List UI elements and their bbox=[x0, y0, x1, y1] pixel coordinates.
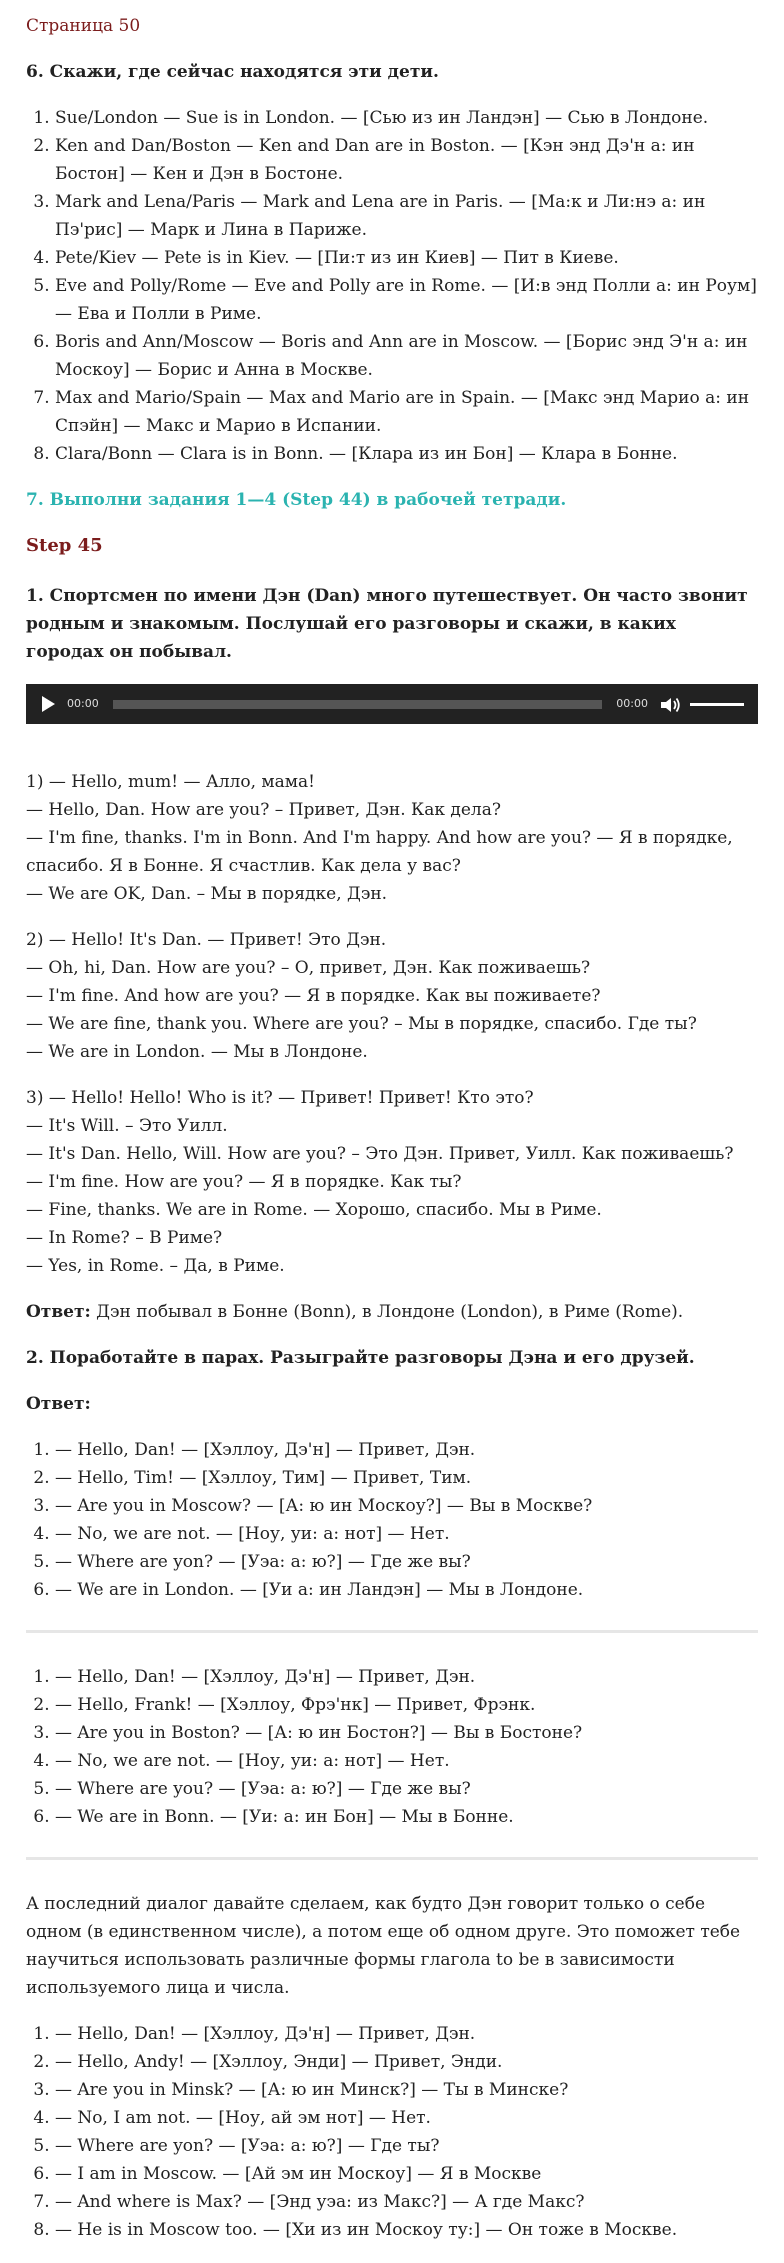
list-item: 6. Boris and Ann/Moscow — Boris and Ann are in Moscow. — [Борис энд Э'н а: ин Москоу] — Борис и Анна в Москве. bbox=[55, 328, 758, 384]
list-item: 5. — Where are yon? — [Уэа: а: ю?] — Где ты? bbox=[55, 2132, 758, 2160]
list-item: 3. — Are you in Minsk? — [А: ю ин Минск?] — Ты в Минске? bbox=[55, 2076, 758, 2104]
list-item: 5. — Where are you? — [Уэа: а: ю?] — Где же вы? bbox=[55, 1775, 758, 1803]
task6-list bbox=[26, 104, 758, 468]
list-item: 2. Ken and Dan/Boston — Ken and Dan are in Boston. — [Кэн энд Дэ'н а: ин Бостон] — Кен и Дэн в Бостоне. bbox=[55, 132, 758, 188]
task6-title: 6. Скажи, где сейчас находятся эти дети. bbox=[26, 62, 439, 82]
dialog-line: — It's Will. – Это Уилл. bbox=[26, 1116, 228, 1136]
list-item: 5. Eve and Polly/Rome — Eve and Polly are in Rome. — [И:в энд Полли а: ин Роум] — Ева и Полли в Риме. bbox=[55, 272, 758, 328]
list-item: 2. — Hello, Frank! — [Хэллоу, Фрэ'нк] — Привет, Фрэнк. bbox=[55, 1691, 758, 1719]
page-label: Страница 50 bbox=[26, 16, 141, 36]
dialog-2 bbox=[26, 926, 758, 1066]
audio-player bbox=[26, 684, 758, 724]
list-item: 3. — Are you in Moscow? — [А: ю ин Москоу?] — Вы в Москве? bbox=[55, 1492, 758, 1520]
list-item: 1. — Hello, Dan! — [Хэллоу, Дэ'н] — Привет, Дэн. bbox=[55, 1436, 758, 1464]
list-item: 3. — Are you in Boston? — [А: ю ин Бостон?] — Вы в Бостоне? bbox=[55, 1719, 758, 1747]
play-icon[interactable] bbox=[42, 696, 55, 712]
divider bbox=[26, 1857, 758, 1860]
list-item: 8. Clara/Bonn — Clara is in Bonn. — [Клара из ин Бон] — Клара в Бонне. bbox=[55, 440, 758, 468]
dialog-line: — In Rome? – В Риме? bbox=[26, 1228, 223, 1248]
dialog-3 bbox=[26, 1084, 758, 1280]
explanation-paragraph: А последний диалог давайте сделаем, как будто Дэн говорит только о себе одном (в единственном числе), а потом еще об одном друге. Это поможет тебе научиться использовать различные формы глагола to be в зависимости используемого лица и числа. bbox=[26, 1894, 741, 1998]
conversation-1 bbox=[26, 1436, 758, 1604]
current-time: 00:00 bbox=[67, 697, 99, 710]
list-item: 8. — He is in Moscow too. — [Хи из ин Москоу ту:] — Он тоже в Москве. bbox=[55, 2216, 758, 2244]
dialog-line: — Fine, thanks. We are in Rome. — Хорошо, спасибо. Мы в Риме. bbox=[26, 1200, 602, 1220]
list-item: 4. — No, we are not. — [Ноу, уи: а: нот] — Нет. bbox=[55, 1520, 758, 1548]
answer-2-label: Ответ: bbox=[26, 1394, 91, 1414]
list-item: 6. — I am in Moscow. — [Ай эм ин Москоу] — Я в Москве bbox=[55, 2160, 758, 2188]
list-item: 6. — We are in London. — [Уи а: ин Ландэн] — Мы в Лондоне. bbox=[55, 1576, 758, 1604]
list-item: 3. Mark and Lena/Paris — Mark and Lena are in Paris. — [Ма:к и Ли:нэ а: ин Пэ'рис] — Марк и Лина в Париже. bbox=[55, 188, 758, 244]
answer-1 bbox=[26, 1298, 758, 1326]
list-item: 1. — Hello, Dan! — [Хэллоу, Дэ'н] — Привет, Дэн. bbox=[55, 2020, 758, 2048]
task7-link: 7. Выполни задания 1—4 (Step 44) в рабочей тетради. bbox=[26, 490, 567, 510]
list-item: 4. — No, I am not. — [Ноу, ай эм нот] — Нет. bbox=[55, 2104, 758, 2132]
dialog-line: 1) — Hello, mum! — Алло, мама! bbox=[26, 772, 315, 792]
dialog-1 bbox=[26, 768, 758, 908]
list-item: 2. — Hello, Tim! — [Хэллоу, Тим] — Привет, Тим. bbox=[55, 1464, 758, 1492]
list-item: 7. — And where is Max? — [Энд уэа: из Макс?] — А где Макс? bbox=[55, 2188, 758, 2216]
dialog-line: — I'm fine. And how are you? — Я в порядке. Как вы поживаете? bbox=[26, 986, 601, 1006]
dialog-line: — It's Dan. Hello, Will. How are you? – Это Дэн. Привет, Уилл. Как поживаешь? bbox=[26, 1144, 734, 1164]
step45-task2-title: 2. Поработайте в парах. Разыграйте разговоры Дэна и его друзей. bbox=[26, 1348, 695, 1368]
conversation-2 bbox=[26, 1663, 758, 1831]
dialog-line: — We are in London. — Мы в Лондоне. bbox=[26, 1042, 368, 1062]
step45-task1-title: 1. Спортсмен по имени Дэн (Dan) много путешествует. Он часто звонит родным и знакомым. Послушай его разговоры и скажи, в каких городах он побывал. bbox=[26, 586, 748, 662]
answer-text: Дэн побывал в Бонне (Bonn), в Лондоне (London), в Риме (Rome). bbox=[90, 1302, 684, 1322]
volume-icon[interactable] bbox=[660, 695, 682, 713]
audio-progress-bar[interactable] bbox=[113, 700, 603, 709]
list-item: 4. — No, we are not. — [Ноу, уи: а: нот] — Нет. bbox=[55, 1747, 758, 1775]
dialog-line: — Hello, Dan. How are you? – Привет, Дэн. Как дела? bbox=[26, 800, 501, 820]
answer-label: Ответ: bbox=[26, 1302, 91, 1322]
list-item: 1. — Hello, Dan! — [Хэллоу, Дэ'н] — Привет, Дэн. bbox=[55, 1663, 758, 1691]
dialog-line: — I'm fine. How are you? — Я в порядке. Как ты? bbox=[26, 1172, 462, 1192]
list-item: 6. — We are in Bonn. — [Уи: а: ин Бон] — Мы в Бонне. bbox=[55, 1803, 758, 1831]
conversation-3 bbox=[26, 2020, 758, 2244]
dialog-line: 2) — Hello! It's Dan. — Привет! Это Дэн. bbox=[26, 930, 387, 950]
dialog-line: 3) — Hello! Hello! Who is it? — Привет! Привет! Кто это? bbox=[26, 1088, 534, 1108]
divider bbox=[26, 1630, 758, 1633]
list-item: 1. Sue/London — Sue is in London. — [Сью из ин Ландэн] — Сью в Лондоне. bbox=[55, 104, 758, 132]
volume-slider[interactable] bbox=[690, 703, 744, 706]
dialog-line: — Oh, hi, Dan. How are you? – О, привет, Дэн. Как поживаешь? bbox=[26, 958, 591, 978]
list-item: 4. Pete/Kiev — Pete is in Kiev. — [Пи:т из ин Киев] — Пит в Киеве. bbox=[55, 244, 758, 272]
list-item: 7. Max and Mario/Spain — Max and Mario are in Spain. — [Макс энд Марио а: ин Спэйн] — Макс и Марио в Испании. bbox=[55, 384, 758, 440]
dialog-line: — Yes, in Rome. – Да, в Риме. bbox=[26, 1256, 285, 1276]
step-title: Step 45 bbox=[26, 535, 103, 556]
list-item: 2. — Hello, Andy! — [Хэллоу, Энди] — Привет, Энди. bbox=[55, 2048, 758, 2076]
dialog-line: — We are OK, Dan. – Мы в порядке, Дэн. bbox=[26, 884, 388, 904]
duration: 00:00 bbox=[616, 697, 648, 710]
dialog-line: — We are fine, thank you. Where are you? – Мы в порядке, спасибо. Где ты? bbox=[26, 1014, 697, 1034]
list-item: 5. — Where are yon? — [Уэа: а: ю?] — Где же вы? bbox=[55, 1548, 758, 1576]
dialog-line: — I'm fine, thanks. I'm in Bonn. And I'm happy. And how are you? — Я в порядке, спасибо. Я в Бонне. Я счастлив. Как дела у вас? bbox=[26, 828, 733, 876]
